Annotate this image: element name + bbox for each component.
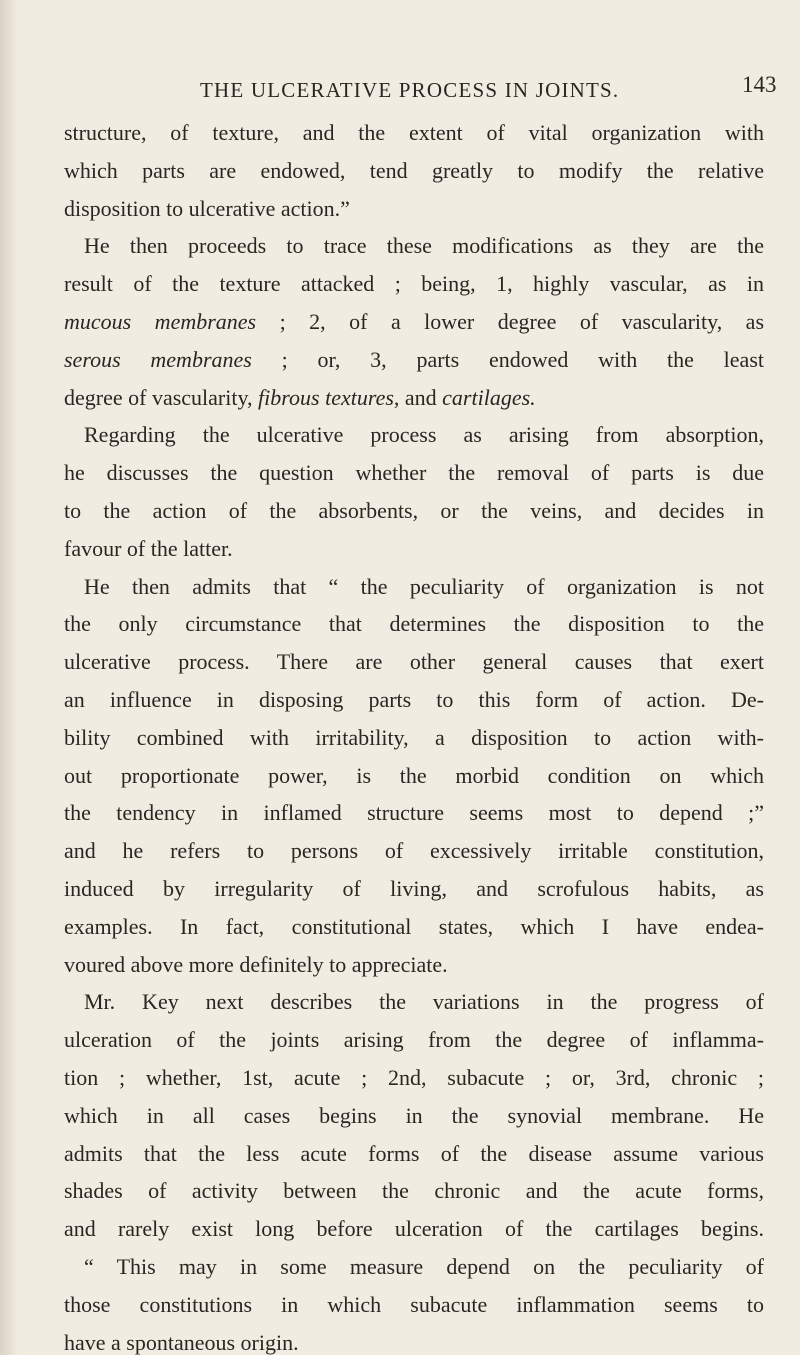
- text-line: [64, 757, 764, 795]
- text-line: [64, 1135, 764, 1173]
- text-line: [64, 190, 764, 228]
- text-run: Regarding the ulcerative process as arising from absorption,: [84, 422, 764, 448]
- text-line: [64, 114, 764, 152]
- page-number: 143: [742, 72, 777, 97]
- text-line: [64, 492, 764, 530]
- text-line: [64, 983, 764, 1021]
- text-line: [64, 1210, 764, 1248]
- text-line: [64, 946, 764, 984]
- text-line: [64, 1172, 764, 1210]
- text-run: voured above more definitely to appreciate.: [64, 951, 448, 977]
- text-run: Mr. Key next describes the variations in the progress of: [84, 989, 764, 1015]
- text-line: [64, 1324, 764, 1355]
- body-text: [64, 114, 764, 1355]
- text-line: [64, 719, 764, 757]
- text-run: and he refers to persons of excessively irritable constitution,: [64, 838, 764, 864]
- text-line: [64, 530, 764, 568]
- text-line: [64, 1059, 764, 1097]
- text-run: result of the texture attacked ; being, 1, highly vascular, as in: [64, 271, 764, 297]
- text-run: shades of activity between the chronic and the acute forms,: [64, 1178, 764, 1204]
- text-run: the tendency in inflamed structure seems most to depend ;”: [64, 800, 764, 826]
- text-line: [64, 794, 764, 832]
- text-run: disposition to ulcerative action.”: [64, 195, 350, 221]
- text-run: “ This may in some measure depend on the peculiarity of: [84, 1253, 764, 1279]
- text-line: [64, 303, 764, 341]
- italic-term: serous membranes: [64, 346, 252, 372]
- text-run: degree of vascularity,: [64, 384, 259, 410]
- text-line: [64, 1286, 764, 1324]
- text-line: [64, 1248, 764, 1286]
- text-run: those constitutions in which subacute inflammation seems to: [64, 1291, 764, 1317]
- text-run: examples. In fact, constitutional states, which I have endea-: [64, 913, 764, 939]
- text-line: [64, 341, 764, 379]
- text-line: [64, 643, 764, 681]
- text-run: He then proceeds to trace these modifications as they are the: [84, 233, 764, 259]
- text-run: and rarely exist long before ulceration of the cartilages begins.: [64, 1216, 764, 1242]
- running-title: THE ULCERATIVE PROCESS IN JOINTS.: [200, 78, 620, 102]
- italic-term: cartilages.: [442, 384, 536, 410]
- text-run: ulceration of the joints arising from the degree of inflamma-: [64, 1027, 764, 1053]
- text-run: out proportionate power, is the morbid condition on which: [64, 762, 764, 788]
- text-line: [64, 870, 764, 908]
- text-run: ulcerative process. There are other general causes that exert: [64, 649, 764, 675]
- text-line: [64, 1097, 764, 1135]
- text-run: which in all cases begins in the synovial membrane. He: [64, 1102, 764, 1128]
- text-line: [64, 908, 764, 946]
- text-run: he discusses the question whether the removal of parts is due: [64, 460, 764, 486]
- text-line: [64, 832, 764, 870]
- text-run: have a spontaneous origin.: [64, 1329, 299, 1355]
- text-line: [64, 227, 764, 265]
- text-run: ; 2, of a lower degree of vascularity, as: [256, 308, 764, 334]
- text-line: [64, 379, 764, 417]
- text-run: structure, of texture, and the extent of vital organization with: [64, 120, 764, 145]
- text-line: [64, 605, 764, 643]
- text-run: the only circumstance that determines the disposition to the: [64, 611, 764, 637]
- text-line: [64, 416, 764, 454]
- text-run: bility combined with irritability, a disposition to action with-: [64, 724, 764, 750]
- text-line: [64, 454, 764, 492]
- text-run: induced by irregularity of living, and scrofulous habits, as: [64, 875, 764, 901]
- page-gutter-shadow: [0, 0, 18, 1355]
- text-run: favour of the latter.: [64, 535, 233, 561]
- text-run: an influence in disposing parts to this form of action. De-: [64, 686, 764, 712]
- italic-term: mucous membranes: [64, 308, 257, 334]
- text-line: [64, 568, 764, 606]
- text-run: ; or, 3, parts endowed with the least: [251, 346, 764, 372]
- text-line: [64, 265, 764, 303]
- text-run: admits that the less acute forms of the disease assume various: [64, 1140, 764, 1166]
- text-run: which parts are endowed, tend greatly to modify the relative: [64, 157, 764, 183]
- text-line: [64, 681, 764, 719]
- text-run: He then admits that “ the peculiarity of organization is not: [84, 573, 764, 599]
- text-line: [64, 152, 764, 190]
- italic-term: fibrous textures: [258, 384, 394, 410]
- text-run: tion ; whether, 1st, acute ; 2nd, subacute ; or, 3rd, chronic ;: [64, 1064, 764, 1090]
- text-line: [64, 1021, 764, 1059]
- text-run: to the action of the absorbents, or the veins, and decides in: [64, 497, 764, 523]
- text-run: , and: [393, 384, 443, 410]
